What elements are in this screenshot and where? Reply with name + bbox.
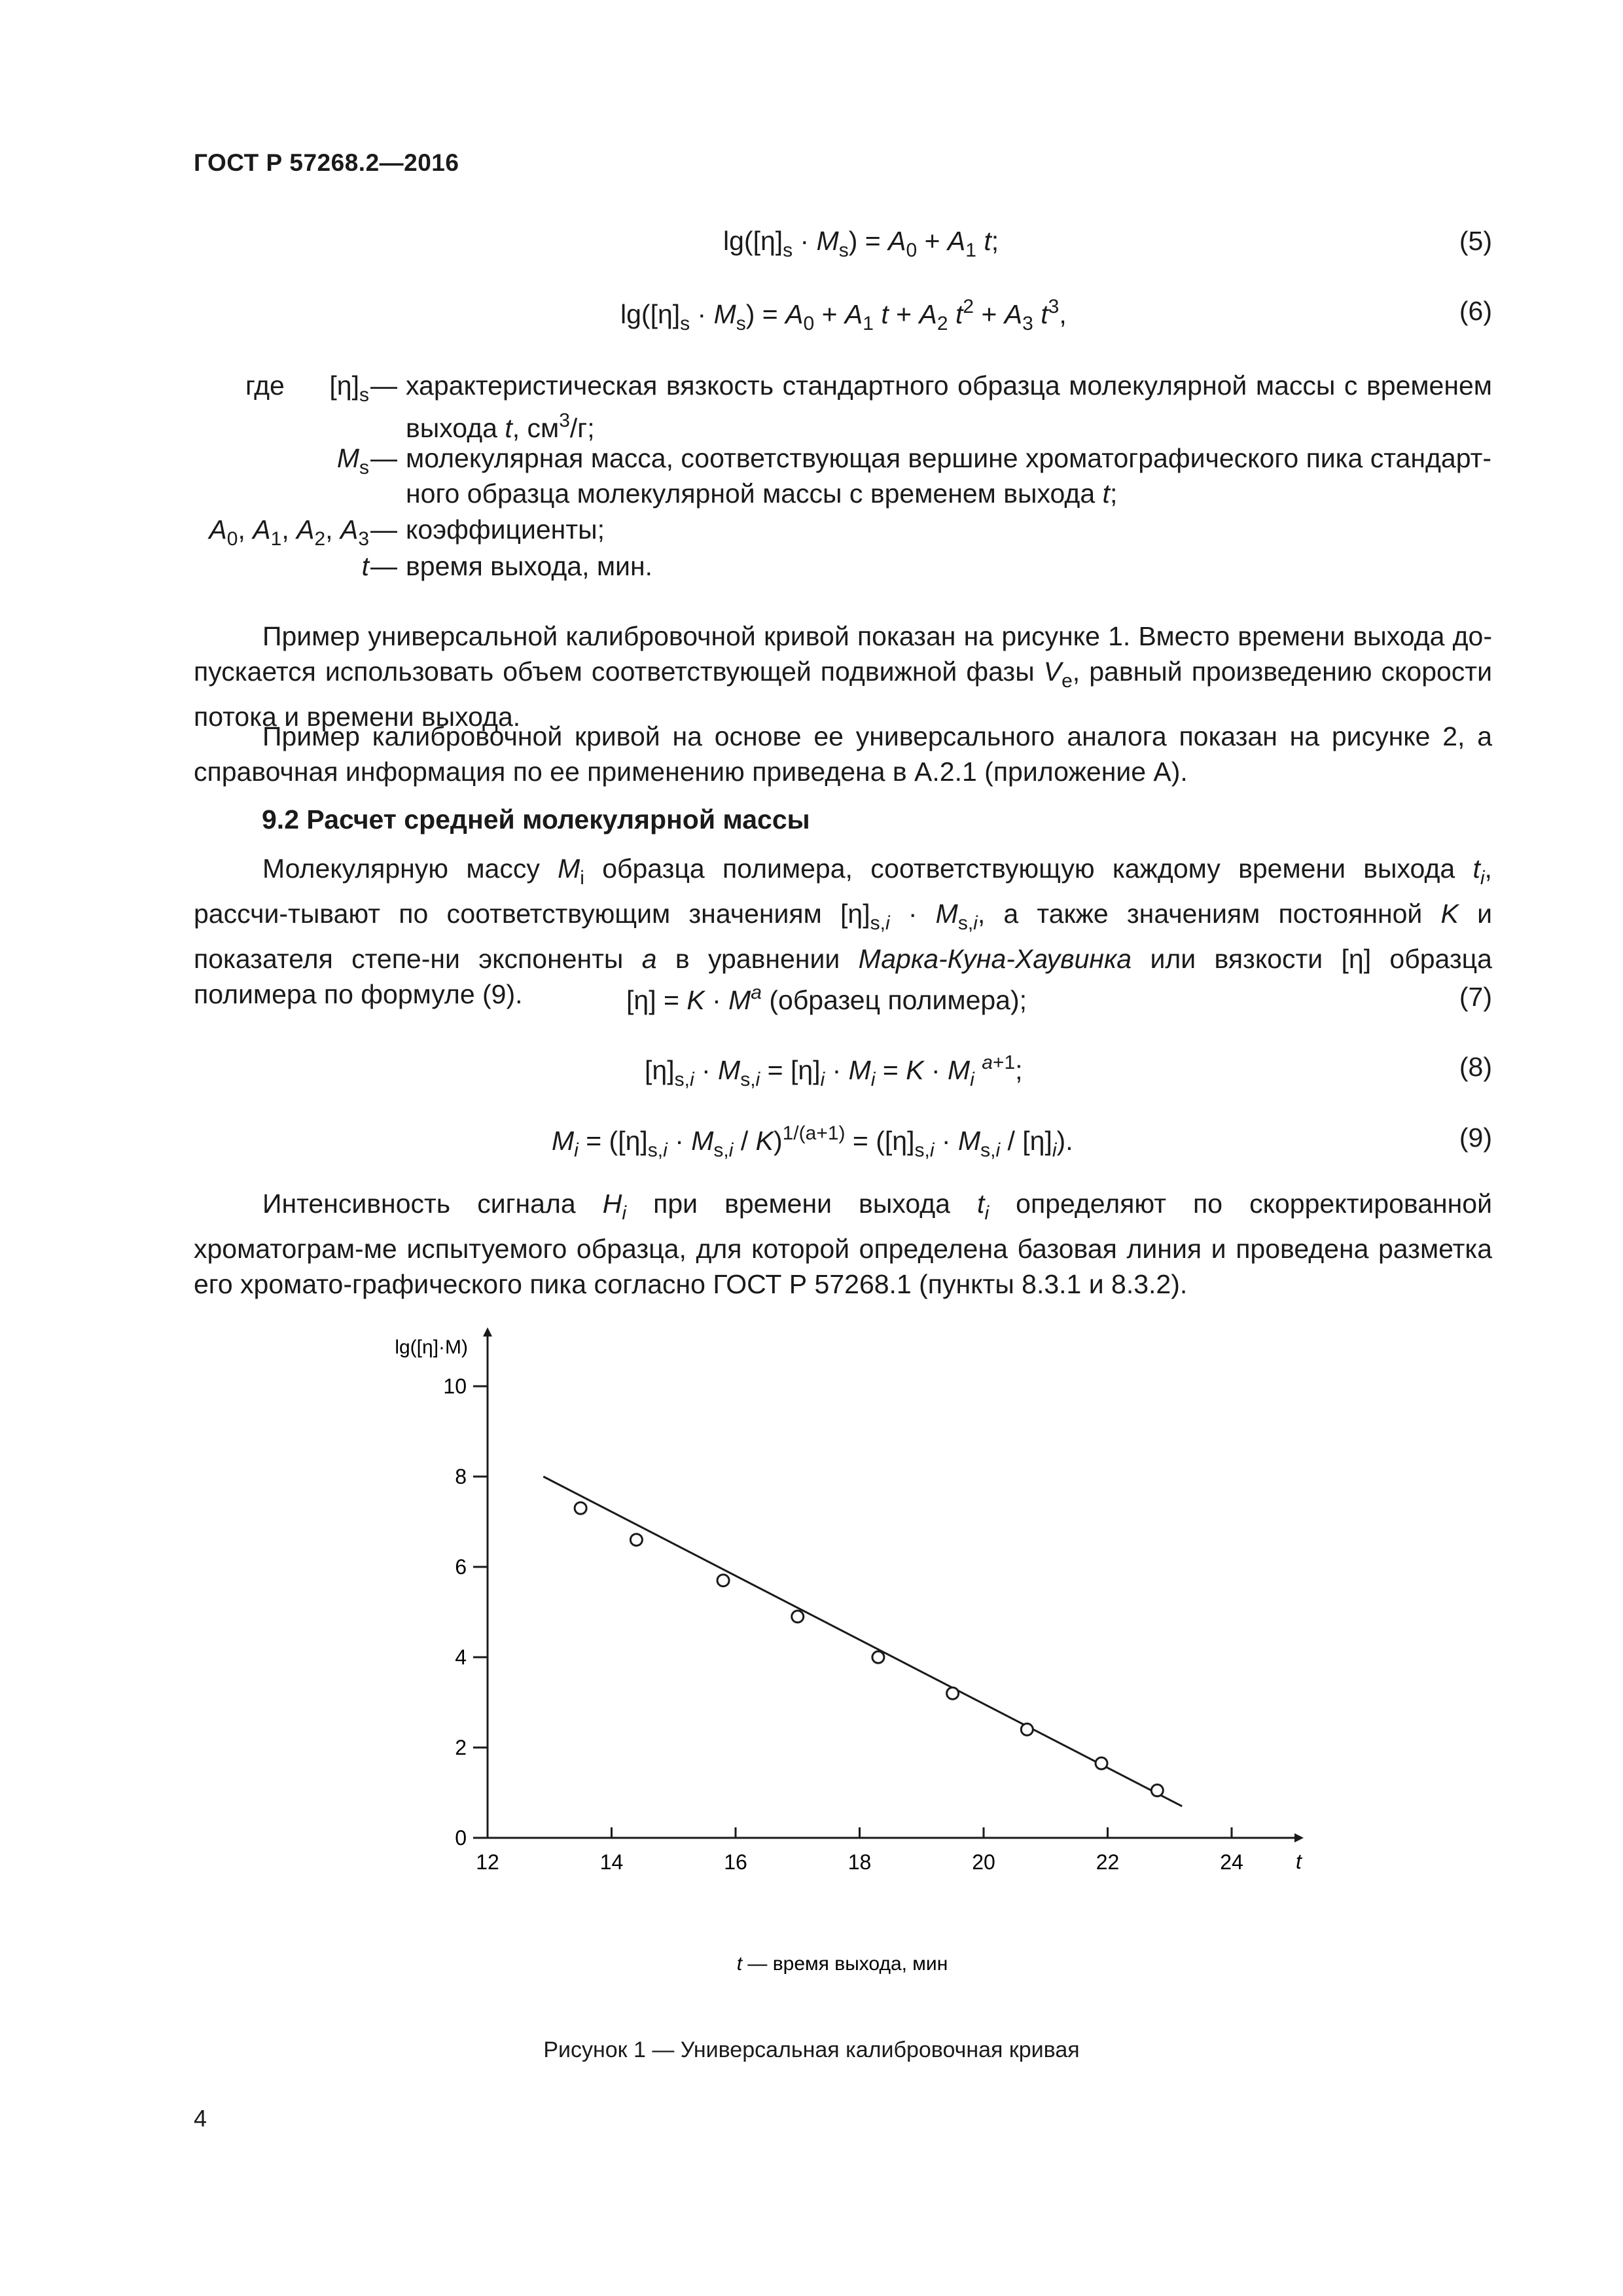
data-point	[575, 1502, 586, 1514]
definition-dash: —	[370, 370, 397, 401]
definition-text: время выхода, мин.	[406, 551, 652, 581]
paragraph-3: Молекулярную массу $M_i$ образца полимера, соответствующую каждому времени выхода $t_i$, рассчи-тывают по соответствующим значениям $[\eta]_{s,i} \cdot M_{s,i}$, а также значениям постоянной K и показателя степе-ни экспоненты a в уравнении Марка-Куна-Хаувинка или вязкости [η] образца полимера по формуле (9).	[194, 853, 1492, 1009]
definition-symbol: $[\eta]_s$	[329, 370, 369, 406]
x-axis-label: t — время выхода, мин	[736, 1953, 948, 1975]
data-point	[1096, 1757, 1107, 1769]
definition-dash: —	[370, 443, 397, 473]
y-tick-label: 6	[455, 1555, 467, 1579]
y-tick-label: 8	[455, 1465, 467, 1488]
x-tick-label: 18	[847, 1850, 872, 1874]
x-tick-label: 14	[599, 1850, 624, 1874]
equation-8-number: (8)	[1459, 1052, 1492, 1082]
x-tick-label: 12	[476, 1850, 499, 1874]
equation-8: $[\eta]_{s,i} \cdot M_{s,i} = [\eta]_i \cdot M_i = K \cdot M_i$ $^{a+1}$;	[645, 1052, 1023, 1090]
paragraph-2: Пример калибровочной кривой на основе ее универсального аналога показан на рисунке 2, а справочная информация по ее применению приведена в А.2.1 (приложение А).	[194, 721, 1492, 787]
paragraph-4: Интенсивность сигнала $H_i$ при времени выхода $t_i$ определяют по скорректированной хроматограм-ме испытуемого образца, для которой определена базовая линия и проведена разметка его хромато-графического пика согласно ГОСТ Р 57268.1 (пункты 8.3.1 и 8.3.2).	[194, 1189, 1492, 1299]
definition-symbol: t	[361, 551, 369, 581]
equation-7: $[\eta] = K \cdot M^a$ (образец полимера);	[626, 982, 1027, 1015]
definition-coefficients	[0, 512, 1623, 550]
definition-text: характеристическая вязкость стандартного образца молекулярной массы с временем выхода t, $см^3/г$;	[406, 370, 1492, 443]
y-axis-label: lg([η]·M)	[395, 1336, 468, 1358]
where-label: где	[245, 370, 285, 401]
definition-symbol: $A_0$, $A_1$, $A_2$, $A_3$	[209, 514, 369, 550]
figure-caption: Рисунок 1 — Универсальная калибровочная кривая	[543, 2037, 1080, 2062]
x-tick-label: 24	[1220, 1850, 1243, 1874]
calibration-line	[543, 1477, 1182, 1806]
x-tick-label: 16	[724, 1850, 747, 1874]
data-point	[872, 1651, 884, 1663]
equation-7-number: (7)	[1459, 982, 1492, 1012]
y-tick-label: 0	[455, 1826, 467, 1850]
definition-t	[0, 548, 1623, 584]
equation-5: $\lg([\eta]_s \cdot M_s) = A_0 + A_1$ t;	[723, 226, 999, 261]
definition-text: молекулярная масса, соответствующая вершине хроматографического пика стандарт- ного образца молекулярной массы с временем выхода t;	[406, 443, 1492, 509]
section-heading: 9.2 Расчет средней молекулярной массы	[262, 804, 810, 834]
definition-dash: —	[370, 551, 397, 581]
y-tick-label: 4	[455, 1645, 467, 1669]
calibration-chart	[0, 1296, 1623, 2016]
data-point	[1021, 1723, 1033, 1735]
data-point	[717, 1575, 729, 1587]
equation-9-number: (9)	[1459, 1122, 1492, 1153]
equation-5-number: (5)	[1459, 226, 1492, 256]
x-axis-symbol: t	[1296, 1850, 1302, 1873]
definition-text: коэффициенты;	[406, 514, 605, 545]
equation-6: $\lg([\eta]_s \cdot M_s) = A_0 + A_1$ $t + A_2$ $t^2 + A_3$ $t^3$,	[620, 296, 1067, 334]
x-tick-label: 22	[1096, 1850, 1120, 1874]
equation-6-number: (6)	[1459, 296, 1492, 326]
definition-ms	[0, 440, 1623, 511]
page-number: 4	[194, 2105, 207, 2132]
x-tick-label: 20	[972, 1850, 995, 1874]
data-point	[947, 1687, 959, 1699]
definition-dash: —	[370, 514, 397, 545]
document-header: ГОСТ Р 57268.2—2016	[194, 149, 459, 176]
y-tick-label: 2	[455, 1736, 467, 1759]
definition-symbol: $M_s$	[336, 443, 369, 478]
equation-9: $M_i = ([\eta]_{s,i} \cdot M_{s,i} / K)^{1/(a+1)} = ([\eta]_{s,i} \cdot M_{s,i} / [\eta]_i)$.	[552, 1122, 1073, 1161]
definition-eta-s	[0, 368, 1623, 443]
paragraph-1: Пример универсальной калибровочной кривой показан на рисунке 1. Вместо времени выхода до-пускается использовать объем соответствующей подвижной фазы $V_e$, равный произведению скорости потока и времени выхода.	[194, 621, 1492, 732]
data-point	[792, 1611, 804, 1623]
data-point	[630, 1534, 642, 1546]
data-point	[1151, 1785, 1163, 1797]
y-tick-label: 10	[443, 1374, 467, 1398]
